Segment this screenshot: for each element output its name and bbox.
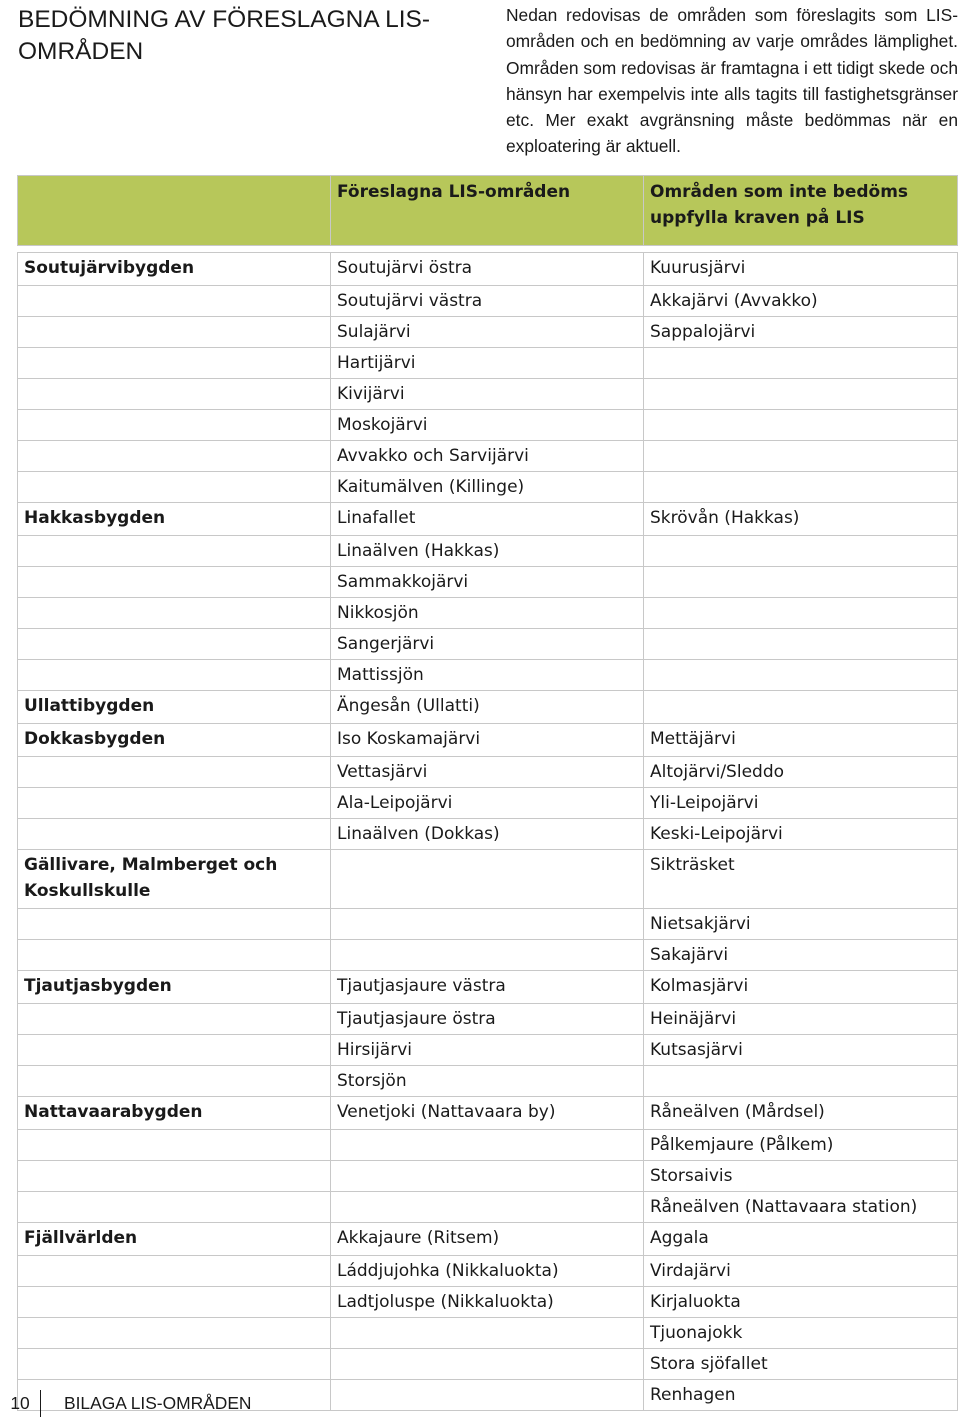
proposed-area-cell: [331, 1349, 644, 1380]
lis-table: [17, 175, 958, 1411]
table-row: [18, 472, 958, 503]
table-row: [18, 1192, 958, 1223]
not-approved-area-cell: [644, 441, 958, 472]
not-approved-area-cell: [644, 472, 958, 503]
proposed-area-cell: Ängesån (Ullatti): [331, 691, 644, 724]
not-approved-area-cell: [644, 567, 958, 598]
proposed-area-cell: Mattissjön: [331, 660, 644, 691]
table-row: [18, 1161, 958, 1192]
table-row: [18, 1130, 958, 1161]
table-row: [18, 567, 958, 598]
area-empty-cell: [18, 598, 331, 629]
area-empty-cell: [18, 1349, 331, 1380]
table-row: [18, 1097, 958, 1130]
table-row: [18, 410, 958, 441]
area-empty-cell: [18, 757, 331, 788]
area-empty-cell: [18, 441, 331, 472]
spacer-cell: [644, 246, 958, 253]
table-header-row: [18, 176, 958, 246]
table-row: [18, 598, 958, 629]
not-approved-area-cell: Keski-Leipojärvi: [644, 819, 958, 850]
area-empty-cell: [18, 348, 331, 379]
proposed-area-cell: Ala-Leipojärvi: [331, 788, 644, 819]
proposed-area-cell: [331, 940, 644, 971]
table-row: [18, 850, 958, 909]
proposed-area-cell: [331, 1161, 644, 1192]
table-row: [18, 819, 958, 850]
proposed-area-cell: Iso Koskamajärvi: [331, 724, 644, 757]
table-row: [18, 536, 958, 567]
proposed-area-cell: Linafallet: [331, 503, 644, 536]
proposed-area-cell: Hirsijärvi: [331, 1035, 644, 1066]
not-approved-area-cell: [644, 691, 958, 724]
footer-label: BILAGA LIS-OMRÅDEN: [64, 1393, 252, 1413]
not-approved-area-cell: Aggala: [644, 1223, 958, 1256]
not-approved-area-cell: [644, 1066, 958, 1097]
not-approved-area-cell: Pålkemjaure (Pålkem): [644, 1130, 958, 1161]
not-approved-area-cell: [644, 348, 958, 379]
proposed-area-cell: Soutujärvi västra: [331, 286, 644, 317]
table-row: [18, 971, 958, 1004]
area-name-cell: Ullattibygden: [18, 691, 331, 724]
area-empty-cell: [18, 1287, 331, 1318]
proposed-area-cell: Kivijärvi: [331, 379, 644, 410]
table-row: [18, 1004, 958, 1035]
table-row: [18, 1318, 958, 1349]
proposed-area-cell: [331, 1130, 644, 1161]
area-empty-cell: [18, 379, 331, 410]
area-empty-cell: [18, 819, 331, 850]
intro-paragraph: Nedan redovisas de områden som föreslagits som LIS-områden och en bedömning av varje områdes lämplighet. Områden som redovisas är framtagna i ett tidigt skede och hänsyn har exempelvis inte alls tagits till fastighetsgränser etc. Mer exakt avgränsning måste bedömmas när en exploatering är aktuell.: [506, 5, 958, 157]
table-row: [18, 691, 958, 724]
spacer-row: [18, 246, 958, 253]
area-empty-cell: [18, 909, 331, 940]
proposed-area-cell: Avvakko och Sarvijärvi: [331, 441, 644, 472]
not-approved-area-cell: Storsaivis: [644, 1161, 958, 1192]
table-row: [18, 629, 958, 660]
not-approved-area-cell: Akkajärvi (Avvakko): [644, 286, 958, 317]
proposed-area-cell: Moskojärvi: [331, 410, 644, 441]
table-row: [18, 660, 958, 691]
area-name-cell: Tjautjasbygden: [18, 971, 331, 1004]
not-approved-area-cell: Sappalojärvi: [644, 317, 958, 348]
table-row: [18, 757, 958, 788]
area-empty-cell: [18, 1066, 331, 1097]
proposed-area-cell: Kaitumälven (Killinge): [331, 472, 644, 503]
table-row: [18, 253, 958, 286]
not-approved-area-cell: Stora sjöfallet: [644, 1349, 958, 1380]
proposed-area-cell: [331, 850, 644, 909]
area-empty-cell: [18, 1004, 331, 1035]
area-empty-cell: [18, 1161, 331, 1192]
not-approved-area-cell: Kuurusjärvi: [644, 253, 958, 286]
header-area: [18, 176, 331, 246]
not-approved-area-cell: Sikträsket: [644, 850, 958, 909]
proposed-area-cell: Vettasjärvi: [331, 757, 644, 788]
not-approved-area-cell: Altojärvi/Sleddo: [644, 757, 958, 788]
table-row: [18, 1035, 958, 1066]
proposed-area-cell: Storsjön: [331, 1066, 644, 1097]
not-approved-area-cell: Renhagen: [644, 1380, 958, 1411]
page-footer: [0, 1390, 330, 1417]
proposed-area-cell: [331, 909, 644, 940]
proposed-area-cell: Akkajaure (Ritsem): [331, 1223, 644, 1256]
page-title: BEDÖMNING AV FÖRESLAGNA LIS-OMRÅDEN: [18, 6, 431, 65]
table-row: [18, 317, 958, 348]
area-empty-cell: [18, 1318, 331, 1349]
proposed-area-cell: Tjautjasjaure östra: [331, 1004, 644, 1035]
area-empty-cell: [18, 410, 331, 441]
not-approved-area-cell: [644, 379, 958, 410]
table-row: [18, 503, 958, 536]
footer-divider: [40, 1390, 41, 1417]
proposed-area-cell: Linaälven (Dokkas): [331, 819, 644, 850]
area-name-cell: Hakkasbygden: [18, 503, 331, 536]
area-name-cell: Gällivare, Malmberget och Koskullskulle: [18, 850, 331, 909]
proposed-area-cell: [331, 1318, 644, 1349]
not-approved-area-cell: Sakajärvi: [644, 940, 958, 971]
proposed-area-cell: Venetjoki (Nattavaara by): [331, 1097, 644, 1130]
table-body: [18, 246, 958, 1411]
proposed-area-cell: [331, 1192, 644, 1223]
not-approved-area-cell: Tjuonajokk: [644, 1318, 958, 1349]
proposed-area-cell: Linaälven (Hakkas): [331, 536, 644, 567]
table-row: [18, 286, 958, 317]
area-name-cell: Fjällvärlden: [18, 1223, 331, 1256]
header-proposed: Föreslagna LIS-områden: [331, 176, 644, 246]
not-approved-area-cell: [644, 598, 958, 629]
area-empty-cell: [18, 472, 331, 503]
proposed-area-cell: Nikkosjön: [331, 598, 644, 629]
table-row: [18, 1349, 958, 1380]
header-not-approved: Områden som inte bedöms uppfylla kraven på LIS: [644, 176, 958, 246]
not-approved-area-cell: Heinäjärvi: [644, 1004, 958, 1035]
not-approved-area-cell: Virdajärvi: [644, 1256, 958, 1287]
not-approved-area-cell: Nietsakjärvi: [644, 909, 958, 940]
area-empty-cell: [18, 788, 331, 819]
area-empty-cell: [18, 1192, 331, 1223]
table-row: [18, 788, 958, 819]
area-empty-cell: [18, 286, 331, 317]
area-empty-cell: [18, 1256, 331, 1287]
table-row: [18, 1223, 958, 1256]
table-row: [18, 348, 958, 379]
area-empty-cell: [18, 660, 331, 691]
not-approved-area-cell: [644, 536, 958, 567]
not-approved-area-cell: Mettäjärvi: [644, 724, 958, 757]
not-approved-area-cell: Kutsasjärvi: [644, 1035, 958, 1066]
table-row: [18, 1287, 958, 1318]
table-row: [18, 940, 958, 971]
area-empty-cell: [18, 567, 331, 598]
proposed-area-cell: Sulajärvi: [331, 317, 644, 348]
proposed-area-cell: [331, 1380, 644, 1411]
not-approved-area-cell: Kolmasjärvi: [644, 971, 958, 1004]
proposed-area-cell: Ladtjoluspe (Nikkaluokta): [331, 1287, 644, 1318]
area-empty-cell: [18, 317, 331, 348]
not-approved-area-cell: [644, 410, 958, 441]
proposed-area-cell: Soutujärvi östra: [331, 253, 644, 286]
proposed-area-cell: Tjautjasjaure västra: [331, 971, 644, 1004]
area-empty-cell: [18, 1130, 331, 1161]
table-row: [18, 441, 958, 472]
not-approved-area-cell: [644, 629, 958, 660]
not-approved-area-cell: Skrövån (Hakkas): [644, 503, 958, 536]
area-name-cell: Nattavaarabygden: [18, 1097, 331, 1130]
page-number: 10: [10, 1393, 30, 1413]
table-row: [18, 724, 958, 757]
area-empty-cell: [18, 629, 331, 660]
table-row: [18, 909, 958, 940]
area-empty-cell: [18, 940, 331, 971]
spacer-cell: [18, 246, 331, 253]
table-row: [18, 1256, 958, 1287]
table-row: [18, 1066, 958, 1097]
not-approved-area-cell: Råneälven (Nattavaara station): [644, 1192, 958, 1223]
proposed-area-cell: Sammakkojärvi: [331, 567, 644, 598]
proposed-area-cell: Sangerjärvi: [331, 629, 644, 660]
table-row: [18, 379, 958, 410]
area-empty-cell: [18, 1035, 331, 1066]
area-name-cell: Dokkasbygden: [18, 724, 331, 757]
area-name-cell: Soutujärvibygden: [18, 253, 331, 286]
not-approved-area-cell: Yli-Leipojärvi: [644, 788, 958, 819]
not-approved-area-cell: Kirjaluokta: [644, 1287, 958, 1318]
not-approved-area-cell: [644, 660, 958, 691]
not-approved-area-cell: Råneälven (Mårdsel): [644, 1097, 958, 1130]
spacer-cell: [331, 246, 644, 253]
proposed-area-cell: Láddjujohka (Nikkaluokta): [331, 1256, 644, 1287]
area-empty-cell: [18, 536, 331, 567]
proposed-area-cell: Hartijärvi: [331, 348, 644, 379]
